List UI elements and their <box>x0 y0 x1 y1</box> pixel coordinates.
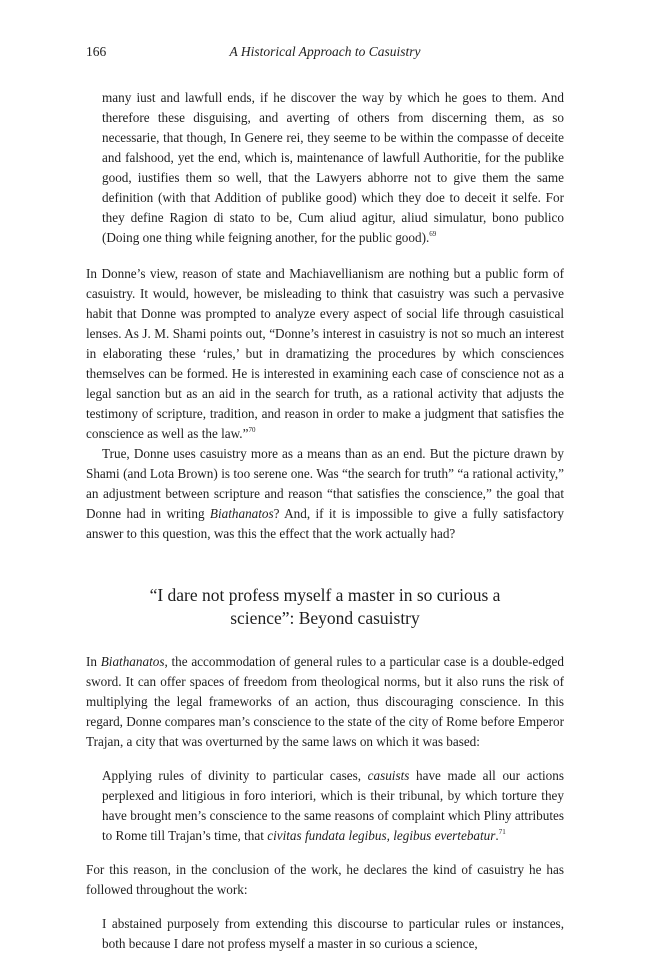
block-quote-reason-of-state <box>102 88 564 248</box>
footnote-marker: 71 <box>498 828 506 836</box>
running-title: A Historical Approach to Casuistry <box>229 44 421 59</box>
paragraph-text: True, Donne uses casuistry more as a means than as an end. But the picture drawn by Shami (and Lota Brown) is too serene one. Was “the search for truth” “a rational activity,” an adjustment between scripture and reason “that satisfies the conscience,” the goal that Donne had in writing <box>86 446 564 521</box>
block-quote-abstained: I abstained purposely from extending this discourse to particular rules or instances, both because I dare not profess myself a master in so curious a science, <box>102 916 564 951</box>
page-body <box>86 88 564 954</box>
paragraph-machiavellianism <box>86 264 564 444</box>
quote-text: many iust and lawfull ends, if he discover the way by which he goes to them. And therefore these disguising, and averting of others from discerning them, as so necessarie, that though, In Genere rei, they seeme to be within the compasse of deceite and falshood, yet the end, which is, maintenance of lawfull Authoritie, for the publike good, iustifies them so well, that the Lawyers abhorre not to give them the same definition (with that Addition of publike good) which they doe to deceit it selfe. For they define Ragion di stato to be, Cum aliud agitur, aliud simulatur, bono publico (Doing one thing while feigning another, for the public good). <box>102 90 564 245</box>
italic-term: casuists <box>367 768 410 783</box>
quote-text: Applying rules of divinity to particular cases, <box>102 768 368 783</box>
page-number: 166 <box>86 44 107 59</box>
quote-text: have made all our actions perplexed and litigious in foro interiori, which is their tribunal, by which torture they have brought men’s conscience to the same reasons of complaint which Pliny attributes to Rome till Trajan’s time, that <box>102 768 564 843</box>
paragraph-conclusion: For this reason, in the conclusion of the work, he declares the kind of casuistry he has followed throughout the work: <box>86 862 564 897</box>
paragraph-text: , the accommodation of general rules to a particular case is a double-edged sword. It can offer spaces of freedom from theological norms, but it also runs the risk of multiplying the legal frameworks of an action, thus discouraging conscience. In this regard, Donne compares man’s conscience to the state of the city of Rome before Emperor Trajan, a city that was overturned by the same laws on which it was based: <box>86 654 564 749</box>
quote-text: . <box>495 828 499 843</box>
paragraph-text: In Donne’s view, reason of state and Machiavellianism are nothing but a public form of casuistry. It would, however, be misleading to think that casuistry was such a pervasive habit that Donne was prompted to analyze every aspect of social life through casuistical lenses. As J. M. Shami points out, “Donne’s interest in casuistry is not so much an interest in elaborating these ‘rules,’ but in dramatizing the procedures by which consciences themselves can be formed. He is interested in examining each case of conscience not as a legal sanction but as an aid in the search for truth, as a rational activity that adjusts the testimony of scripture, tradition, and reason in order to make a judgment that satisfies the conscience as well as the law.” <box>86 266 564 441</box>
footnote-marker: 69 <box>429 230 437 238</box>
italic-title: Biathanatos <box>209 506 274 521</box>
block-quote-casuists <box>102 766 564 846</box>
italic-latin: civitas fundata legibus, legibus evertebatur <box>267 828 496 843</box>
footnote-marker: 70 <box>248 426 256 434</box>
paragraph-text: In <box>86 654 101 669</box>
italic-title: Biathanatos <box>100 654 165 669</box>
paragraph-shami-critique <box>86 444 564 544</box>
paragraph-text: ? And, if it is impossible to give a fully satisfactory answer to this question, was this the effect that the work actually had? <box>86 506 564 541</box>
section-heading: “I dare not profess myself a master in so curious a science”: Beyond casuistry <box>149 585 501 628</box>
running-header <box>86 44 564 64</box>
paragraph-double-edged-sword <box>86 652 564 752</box>
